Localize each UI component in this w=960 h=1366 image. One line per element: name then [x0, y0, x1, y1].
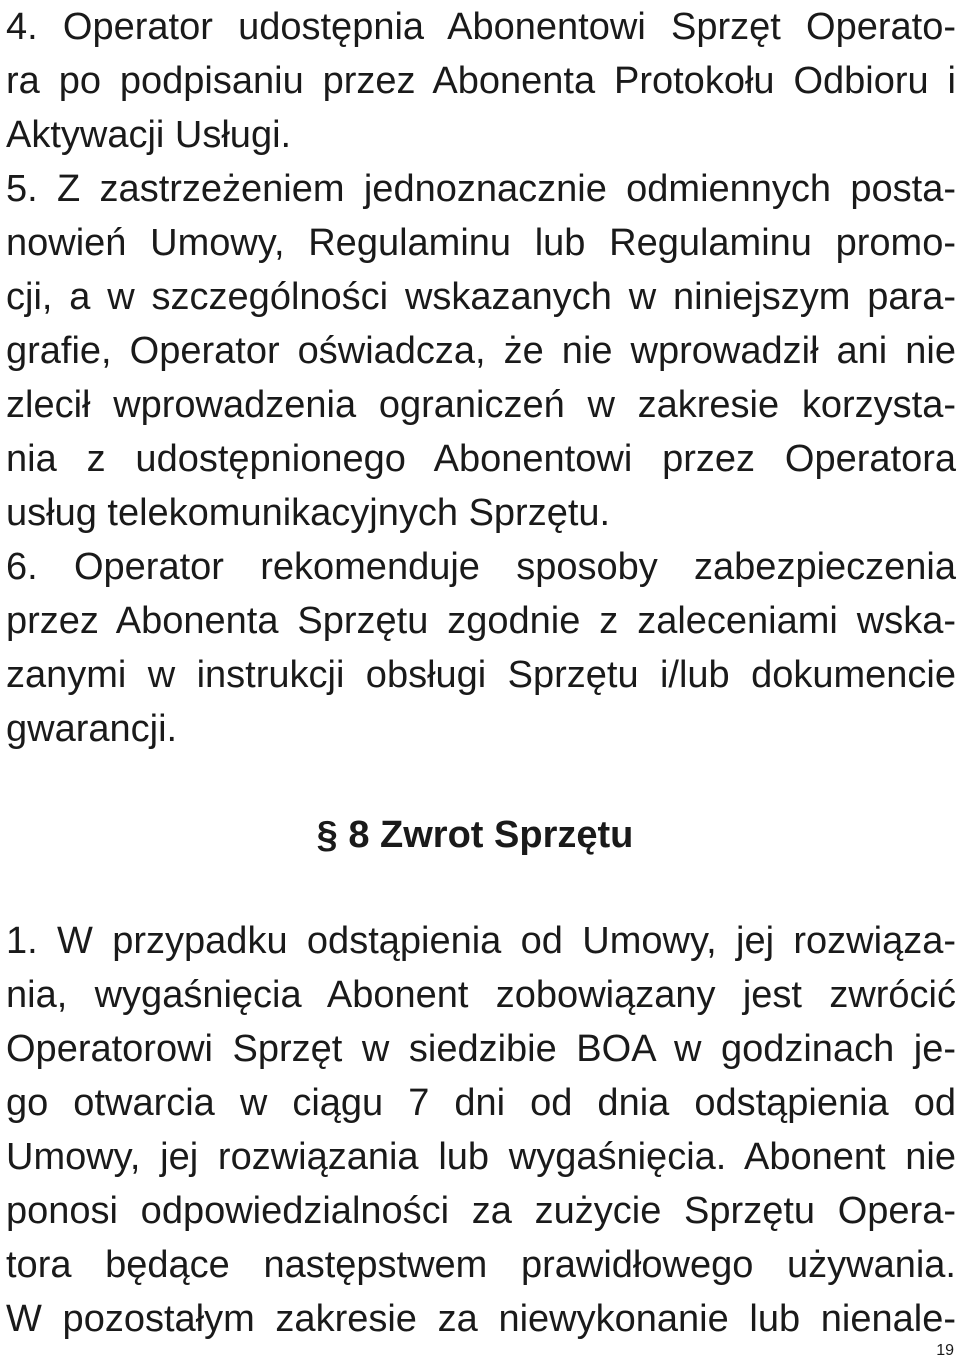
page-number: 19 [936, 1342, 954, 1359]
section-heading: § 8 Zwrot Sprzętu [316, 814, 634, 856]
text-line: ra po podpisaniu przez Abonenta Protokołu Odbioru i [6, 60, 956, 102]
text-line: zanymi w instrukcji obsługi Sprzętu i/lub dokumencie [6, 654, 956, 696]
text-line: usług telekomunikacyjnych Sprzętu. [6, 492, 611, 534]
text-line: Operatorowi Sprzęt w siedzibie BOA w godzinach je- [6, 1028, 956, 1070]
text-line: nia z udostępnionego Abonentowi przez Operatora [6, 438, 956, 480]
text-line: 5. Z zastrzeżeniem jednoznacznie odmiennych posta- [6, 168, 956, 210]
text-line: W pozostałym zakresie za niewykonanie lub nienale- [6, 1298, 956, 1340]
document-page [6, 0, 956, 1346]
text-line: zlecił wprowadzenia ograniczeń w zakresie korzysta- [6, 384, 956, 426]
paragraph-item-5 [6, 162, 956, 540]
text-line: 6. Operator rekomenduje sposoby zabezpieczenia [6, 546, 956, 588]
text-line: Umowy, jej rozwiązania lub wygaśnięcia. Abonent nie [6, 1136, 956, 1178]
paragraph-section8-item-1 [6, 914, 956, 1346]
text-line: nowień Umowy, Regulaminu lub Regulaminu promo- [6, 222, 956, 264]
text-line: ponosi odpowiedzialności za zużycie Sprzętu Opera- [6, 1190, 956, 1232]
text-line: przez Abonenta Sprzętu zgodnie z zaleceniami wska- [6, 600, 956, 642]
text-line: tora będące następstwem prawidłowego używania. [6, 1244, 956, 1286]
text-line: grafie, Operator oświadcza, że nie wprowadził ani nie [6, 330, 956, 372]
paragraph-item-4 [6, 0, 956, 162]
text-line: nia, wygaśnięcia Abonent zobowiązany jest zwrócić [6, 974, 956, 1016]
paragraph-item-6 [6, 540, 956, 756]
text-line: cji, a w szczególności wskazanych w niniejszym para- [6, 276, 956, 318]
text-line: gwarancji. [6, 708, 178, 750]
text-line: 4. Operator udostępnia Abonentowi Sprzęt Operato- [6, 6, 956, 48]
text-line: go otwarcia w ciągu 7 dni od dnia odstąpienia od [6, 1082, 956, 1124]
text-line: Aktywacji Usługi. [6, 114, 292, 156]
text-line: 1. W przypadku odstąpienia od Umowy, jej rozwiąza- [6, 920, 956, 962]
